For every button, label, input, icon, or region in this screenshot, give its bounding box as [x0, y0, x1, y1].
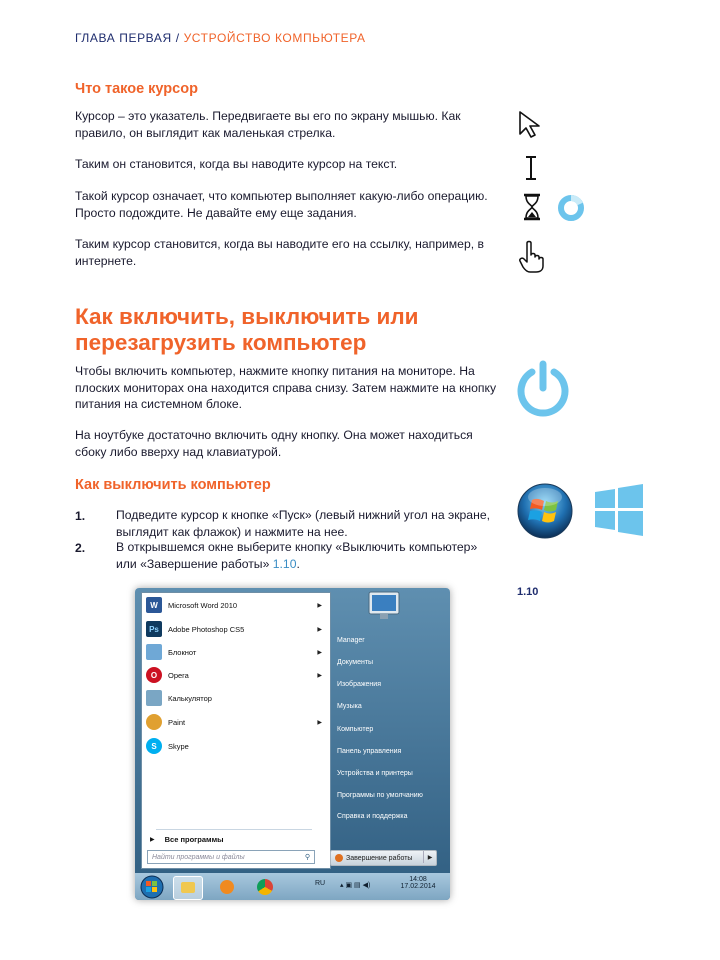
figure-label: 1.10	[517, 586, 539, 598]
clock-date: 17.02.2014	[400, 883, 436, 890]
cursor-title: Что такое курсор	[75, 81, 198, 97]
media-player-icon	[220, 880, 234, 894]
windows8-logo-icon	[594, 484, 644, 536]
right-item-pictures[interactable]: Изображения	[337, 681, 381, 688]
step-1-number: 1.	[75, 509, 86, 523]
tray-icons[interactable]: ▴ ▣ ▤ ◀)	[340, 882, 371, 889]
busy-spinner-icon	[556, 193, 586, 223]
program-item-skype[interactable]	[146, 736, 326, 756]
hand-cursor-icon	[518, 240, 546, 274]
power-paragraph-2: На ноутбуке достаточно включить одну кнопку. Она может находиться сбоку либо вверху над клавиатурой.	[75, 428, 473, 459]
start-menu-programs-pane	[141, 592, 331, 869]
arrow-cursor-icon	[518, 110, 546, 140]
all-programs-label: Все программы	[164, 834, 224, 844]
taskbar	[135, 873, 450, 900]
search-icon: ⚲	[304, 854, 310, 861]
running-header	[75, 31, 366, 45]
right-item-manager[interactable]: Manager	[337, 637, 365, 644]
submenu-arrow-icon: ▶	[317, 602, 322, 609]
figure-reference: 1.10	[272, 556, 297, 571]
clock-time: 14:08	[409, 876, 427, 883]
taskbar-explorer-button[interactable]	[173, 876, 203, 900]
program-item-notepad[interactable]	[146, 642, 326, 662]
taskbar-media-player-button[interactable]	[213, 876, 241, 898]
program-label: Paint	[168, 717, 186, 727]
right-item-control-panel[interactable]: Панель управления	[337, 748, 402, 755]
notepad-icon	[146, 644, 162, 660]
windows7-start-orb-icon	[516, 482, 574, 540]
submenu-arrow-icon: ▶	[317, 719, 322, 726]
step-2-number: 2.	[75, 541, 86, 555]
power-icon	[514, 360, 572, 418]
calculator-icon	[146, 690, 162, 706]
language-indicator[interactable]: RU	[315, 880, 326, 887]
right-item-computer[interactable]: Компьютер	[337, 726, 374, 733]
program-label: Блокнот	[168, 647, 197, 657]
program-label: Adobe Photoshop CS5	[168, 624, 245, 634]
cursor-paragraph-2: Таким он становится, когда вы наводите курсор на текст.	[75, 157, 398, 171]
right-item-devices-printers[interactable]: Устройства и принтеры	[337, 770, 413, 777]
paint-icon	[146, 714, 162, 730]
skype-icon: S	[146, 738, 162, 754]
shutdown-title: Как выключить компьютер	[75, 477, 271, 493]
chrome-icon	[257, 879, 273, 895]
shutdown-label: Завершение работы	[346, 854, 413, 862]
cursor-paragraph-4: Таким курсор становится, когда вы наводите его на ссылку, например, в интернете.	[75, 237, 484, 268]
folder-icon	[181, 882, 195, 893]
right-item-music[interactable]: Музыка	[337, 703, 362, 710]
step-2-text	[116, 539, 501, 572]
power-title-line-1: Как включить, выключить или	[75, 304, 419, 329]
program-item-photoshop[interactable]	[146, 619, 326, 639]
right-item-help-support[interactable]: Справка и поддержка	[337, 813, 408, 820]
start-search-input[interactable]	[147, 850, 315, 864]
submenu-arrow-icon: ▶	[317, 649, 322, 656]
program-item-calculator[interactable]	[146, 688, 326, 708]
submenu-arrow-icon: ▶	[317, 672, 322, 679]
shutdown-button[interactable]	[330, 850, 437, 866]
power-title	[75, 304, 419, 356]
cursor-paragraph-1: Курсор – это указатель. Передвигаете вы его по экрану мышью. Как правило, он выглядит как маленькая стрелка.	[75, 109, 461, 140]
text-cursor-icon	[524, 155, 538, 181]
step-2-text-b: .	[296, 556, 300, 571]
chapter-label: ГЛАВА ПЕРВАЯ	[75, 31, 172, 45]
section-label: УСТРОЙСТВО КОМПЬЮТЕРА	[183, 31, 366, 45]
start-button-orb-icon[interactable]	[139, 874, 165, 900]
start-menu-screenshot	[135, 588, 450, 900]
right-item-default-programs[interactable]: Программы по умолчанию	[337, 792, 423, 799]
power-title-line-2: перезагрузить компьютер	[75, 330, 367, 355]
search-placeholder: Найти программы и файлы	[152, 853, 245, 861]
submenu-arrow-icon: ▶	[317, 626, 322, 633]
photoshop-icon: Ps	[146, 621, 162, 637]
word-icon: W	[146, 597, 162, 613]
program-item-paint[interactable]	[146, 712, 326, 732]
step-2-text-a: В открывшемся окне выберите кнопку «Выключить компьютер» или «Завершение работы»	[116, 540, 478, 571]
power-paragraph-1: Чтобы включить компьютер, нажмите кнопку питания на мониторе. На плоских мониторах она находится справа снизу. Затем нажмите на кнопку питания на системном блоке.	[75, 364, 497, 411]
program-item-opera[interactable]	[146, 665, 326, 685]
hourglass-icon	[522, 193, 542, 221]
program-label: Skype	[168, 741, 189, 751]
program-label: Microsoft Word 2010	[168, 600, 238, 610]
all-programs-arrow-icon: ▶	[150, 836, 155, 843]
clock[interactable]	[397, 876, 439, 890]
all-programs-item[interactable]	[146, 829, 326, 849]
program-item-word[interactable]	[146, 595, 326, 615]
taskbar-chrome-button[interactable]	[251, 876, 279, 898]
shutdown-options-arrow-icon[interactable]: ▶	[423, 851, 436, 863]
shield-icon	[335, 854, 343, 862]
computer-picture-icon	[365, 588, 405, 622]
header-separator: /	[175, 31, 180, 45]
program-label: Калькулятор	[168, 693, 212, 703]
step-1-text: Подведите курсор к кнопке «Пуск» (левый нижний угол на экране, выглядит как флажок) и нажмите на нее.	[116, 508, 490, 539]
opera-icon: O	[146, 667, 162, 683]
cursor-paragraph-3: Такой курсор означает, что компьютер выполняет какую-либо операцию. Просто подождите. Не давайте ему еще задания.	[75, 189, 488, 220]
start-menu-right-pane	[331, 588, 450, 868]
program-label: Opera	[168, 670, 189, 680]
right-item-documents[interactable]: Документы	[337, 659, 374, 666]
